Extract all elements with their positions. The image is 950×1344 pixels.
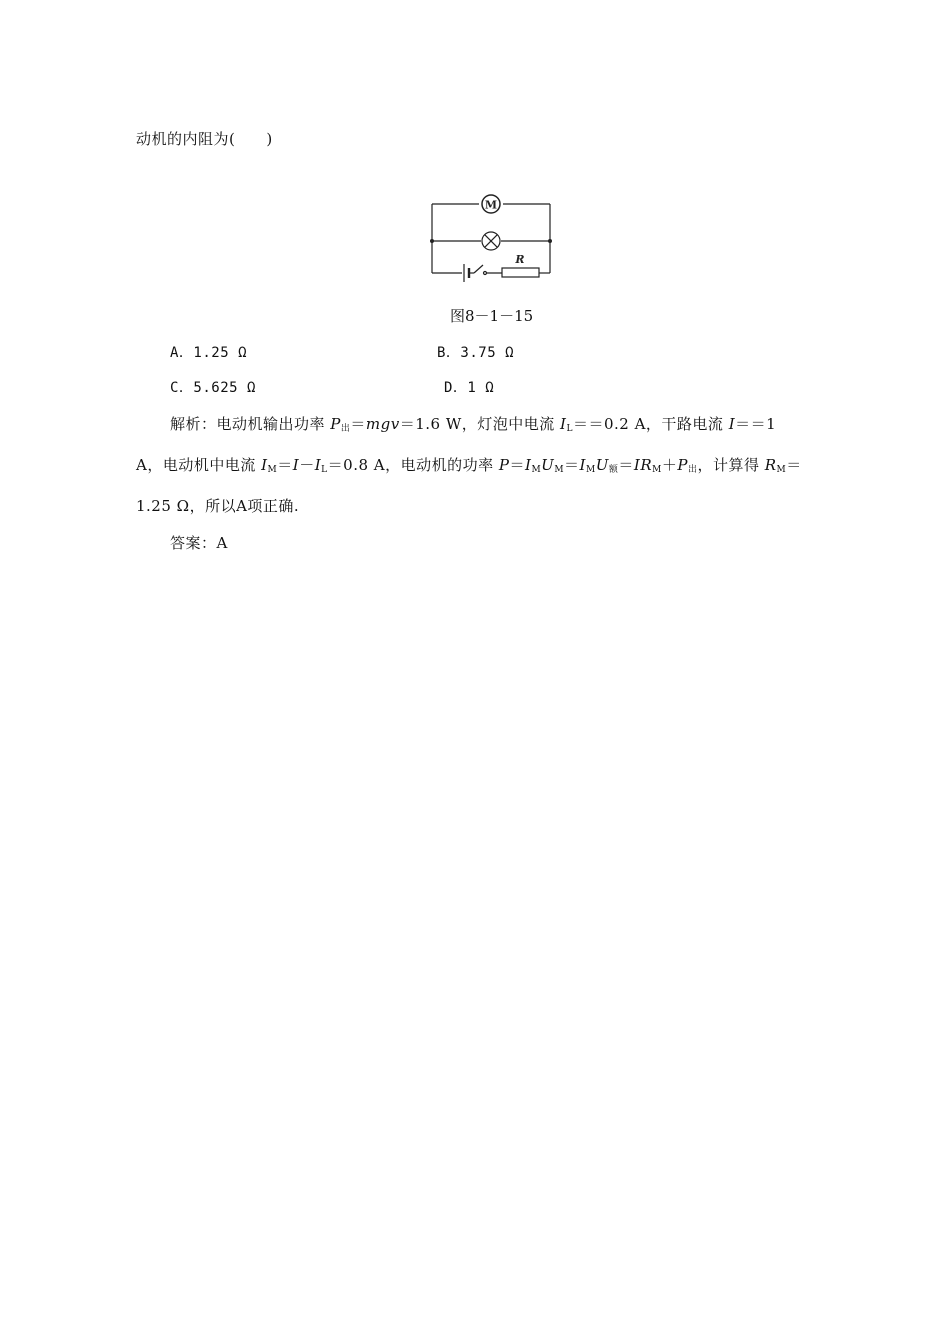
lamp-symbol bbox=[482, 232, 500, 250]
junction-dot-left bbox=[430, 239, 434, 243]
resistor-symbol bbox=[502, 253, 539, 277]
option-c: C．5.625 Ω bbox=[170, 380, 256, 396]
battery-symbol bbox=[464, 264, 469, 282]
solution-prefix: 解析： bbox=[170, 415, 217, 433]
motor-symbol bbox=[482, 195, 500, 213]
svg-text:R: R bbox=[515, 253, 525, 266]
solution-line-1: 解析：电动机输出功率 $P_出=mgv=1.6$ W，灯泡中电流 $I_L==0.2$ A，干路电流 I＝＝1 bbox=[170, 415, 777, 434]
solution-line-3: 1.25 Ω，所以A项正确. bbox=[136, 497, 300, 515]
figure-caption: 图8－1－15 bbox=[450, 307, 534, 325]
option-b: B．3.75 Ω bbox=[437, 345, 515, 361]
circuit-diagram bbox=[428, 192, 558, 284]
svg-text:M: M bbox=[484, 198, 498, 212]
option-a: A．1.25 Ω bbox=[170, 345, 248, 361]
question-text: 动机的内阻为( ) bbox=[136, 130, 273, 148]
option-d: D．1 Ω bbox=[444, 380, 495, 396]
switch-symbol bbox=[474, 265, 487, 275]
answer-line: 答案：A bbox=[170, 534, 228, 552]
solution-line-2: A，电动机中电流 $I_M=I-I_L=0.8$ A，电动机的功率 $P=I_MU_M=I_MU_额=IR_M+P_出$，计算得 $R_M=$ bbox=[136, 456, 802, 475]
junction-dot-right bbox=[548, 239, 552, 243]
